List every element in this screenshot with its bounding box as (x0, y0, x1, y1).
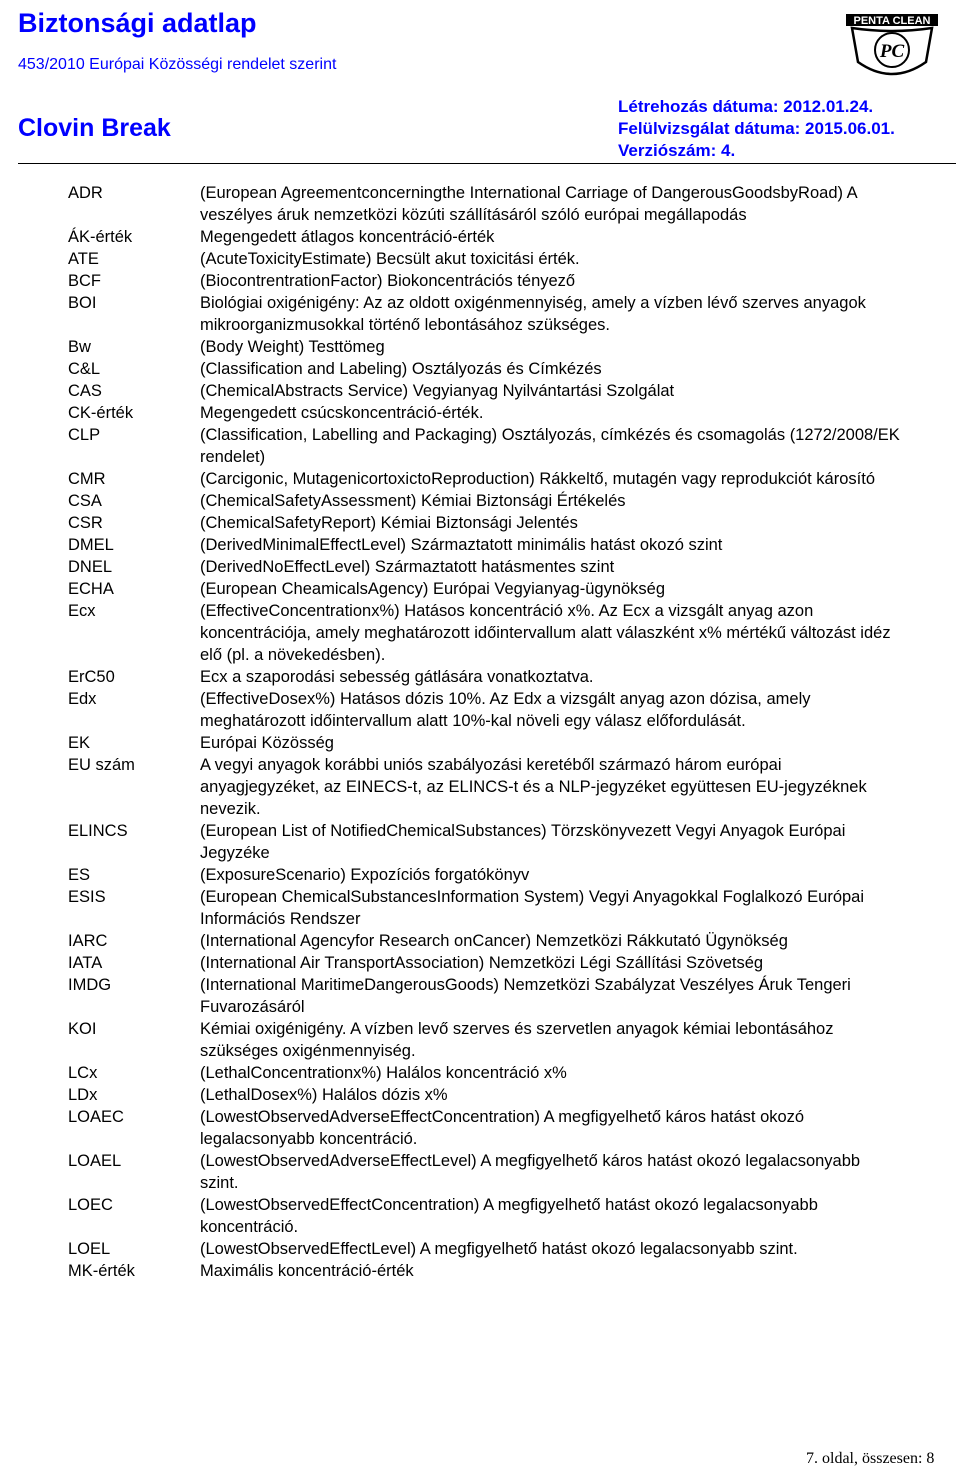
glossary-abbreviation: CK-érték (68, 404, 134, 422)
glossary-definition: (International MaritimeDangerousGoods) Nemzetközi Szabályzat Veszélyes Áruk Tengeri Fuvarozásáról (200, 976, 851, 1016)
glossary-definition: (European ChemicalSubstancesInformation System) Vegyi Anyagokkal Foglalkozó Európai Információs Rendszer (200, 888, 865, 928)
glossary-row (0, 292, 960, 336)
header-divider (18, 163, 956, 164)
document-title: Biztonsági adatlap (18, 8, 257, 38)
glossary-abbreviation: ESIS (68, 888, 106, 906)
glossary-row (0, 1062, 960, 1084)
glossary-abbreviation: ÁK-érték (68, 228, 133, 246)
glossary-abbreviation: Bw (68, 338, 91, 356)
glossary-row (0, 182, 960, 226)
glossary-abbreviation: LCx (68, 1064, 98, 1082)
logo-wordmark: PENTA CLEAN (853, 15, 931, 27)
glossary-abbreviation: IARC (68, 932, 108, 950)
glossary-definition: Maximális koncentráció-érték (200, 1262, 414, 1280)
glossary-row (0, 556, 960, 578)
glossary-row (0, 754, 960, 820)
penta-clean-logo-icon (842, 4, 942, 82)
glossary-definition: Európai Közösség (200, 734, 334, 752)
glossary-row (0, 402, 960, 424)
glossary-definition: (Classification, Labelling and Packaging) Osztályozás, címkézés és csomagolás (1272/2008/EK rendelet) (200, 426, 900, 466)
regulation-subtitle: 453/2010 Európai Közösségi rendelet szerint (18, 56, 337, 73)
glossary-definition: (ChemicalSafetyReport) Kémiai Biztonsági Jelentés (200, 514, 578, 532)
glossary-abbreviation: CAS (68, 382, 102, 400)
glossary-row (0, 600, 960, 666)
glossary-row (0, 534, 960, 556)
glossary-definition: (EffectiveConcentrationx%) Hatásos koncentráció x%. Az Ecx a vizsgált anyag azon koncentrációja, amely meghatározott időintervallum alatt válaszként x% mértékű változást idéz elő (pl. a növekedésben). (200, 602, 891, 664)
glossary-abbreviation: ES (68, 866, 91, 884)
glossary-abbreviation: ErC50 (68, 668, 115, 686)
glossary-row (0, 1238, 960, 1260)
glossary-row (0, 820, 960, 864)
glossary-row (0, 468, 960, 490)
glossary-definition: (European Agreementconcerningthe International Carriage of DangerousGoodsbyRoad) A veszélyes áruk nemzetközi közúti szállításáról szóló európai megállapodás (200, 184, 857, 224)
glossary-abbreviation: IMDG (68, 976, 112, 994)
glossary-abbreviation: CSR (68, 514, 103, 532)
glossary-definition: (ExposureScenario) Expozíciós forgatókönyv (200, 866, 530, 884)
glossary-abbreviation: BCF (68, 272, 101, 290)
glossary-row (0, 732, 960, 754)
glossary-definition: (Classification and Labeling) Osztályozás és Címkézés (200, 360, 602, 378)
glossary-abbreviation: ATE (68, 250, 99, 268)
glossary-abbreviation: LOEC (68, 1196, 113, 1214)
glossary-abbreviation: ECHA (68, 580, 114, 598)
glossary-row (0, 578, 960, 600)
glossary-definition: (ChemicalAbstracts Service) Vegyianyag Nyilvántartási Szolgálat (200, 382, 675, 400)
glossary-definition: (Carcigonic, MutagenicortoxictoReproduction) Rákkeltő, mutagén vagy reprodukciót károsító (200, 470, 875, 488)
glossary-row (0, 688, 960, 732)
glossary-abbreviation: KOI (68, 1020, 97, 1038)
glossary-abbreviation: ELINCS (68, 822, 128, 840)
glossary-abbreviation: MK-érték (68, 1262, 135, 1280)
glossary-row (0, 1150, 960, 1194)
glossary-definition: (European CheamicalsAgency) Európai Vegyianyag-ügynökség (200, 580, 666, 598)
glossary-row (0, 952, 960, 974)
glossary-definition: (LethalConcentrationx%) Halálos koncentráció x% (200, 1064, 567, 1082)
document-dates (618, 96, 895, 162)
glossary-definition: Biológiai oxigénigény: Az az oldott oxigénmennyiség, amely a vízben lévő szerves anyagok mikroorganizmusokkal történő lebontásához szükséges. (200, 294, 866, 334)
glossary-definition: Kémiai oxigénigény. A vízben levő szerves és szervetlen anyagok kémiai lebontásához szükséges oxigénmennyiség. (200, 1020, 834, 1060)
glossary-row (0, 974, 960, 1018)
glossary-abbreviation: CMR (68, 470, 106, 488)
page-number: 7. oldal, összesen: 8 (806, 1450, 935, 1467)
glossary-definition: Megengedett csúcskoncentráció-érték. (200, 404, 484, 422)
glossary-row (0, 226, 960, 248)
glossary-definition: (DerivedMinimalEffectLevel) Származtatott minimális hatást okozó szint (200, 536, 723, 554)
glossary-abbreviation: EU szám (68, 756, 135, 774)
creation-date: Létrehozás dátuma: 2012.01.24. (618, 97, 874, 116)
glossary-row (0, 380, 960, 402)
glossary-definition: (AcuteToxicityEstimate) Becsült akut toxicitási érték. (200, 250, 580, 268)
glossary-row (0, 930, 960, 952)
glossary-row (0, 512, 960, 534)
glossary-definition: (LowestObservedEffectLevel) A megfigyelhető hatást okozó legalacsonyabb szint. (200, 1240, 798, 1258)
glossary-definition: Ecx a szaporodási sebesség gátlására vonatkoztatva. (200, 668, 594, 686)
glossary-abbreviation: LDx (68, 1086, 98, 1104)
glossary-row (0, 248, 960, 270)
glossary-definition: (DerivedNoEffectLevel) Származtatott hatásmentes szint (200, 558, 615, 576)
glossary-definition: (BiocontrentrationFactor) Biokoncentrációs tényező (200, 272, 576, 290)
glossary-row (0, 336, 960, 358)
glossary-definition: (LowestObservedAdverseEffectConcentration) A megfigyelhető káros hatást okozó legalacsonyabb koncentráció. (200, 1108, 805, 1148)
glossary-definition: (LethalDosex%) Halálos dózis x% (200, 1086, 448, 1104)
glossary-row (0, 424, 960, 468)
glossary-row (0, 270, 960, 292)
glossary-definition: (European List of NotifiedChemicalSubstances) Törzskönyvezett Vegyi Anyagok Európai Jegyzéke (200, 822, 846, 862)
glossary-row (0, 886, 960, 930)
glossary-definition: (ChemicalSafetyAssessment) Kémiai Biztonsági Értékelés (200, 492, 626, 510)
glossary-abbreviation: DMEL (68, 536, 114, 554)
glossary-row (0, 1194, 960, 1238)
glossary-abbreviation: LOEL (68, 1240, 111, 1258)
glossary-definition: (EffectiveDosex%) Hatásos dózis 10%. Az Edx a vizsgált anyag azon dózisa, amely meghatározott időintervallum alatt 10%-kal növeli egy válasz előfordulását. (200, 690, 811, 730)
glossary-abbreviation: CSA (68, 492, 102, 510)
glossary-definition: A vegyi anyagok korábbi uniós szabályozási keretéből származó három európai anyagjegyzéket, az EINECS-t, az ELINCS-t és a NLP-jegyzéket együttesen EU-jegyzéknek nevezik. (200, 756, 867, 818)
review-date: Felülvizsgálat dátuma: 2015.06.01. (618, 119, 895, 138)
glossary-row (0, 490, 960, 512)
glossary-abbreviation: C&L (68, 360, 101, 378)
glossary-abbreviation: Ecx (68, 602, 96, 620)
glossary-row (0, 1260, 960, 1282)
glossary-abbreviation: IATA (68, 954, 103, 972)
glossary-abbreviation: EK (68, 734, 91, 752)
version-number: Verziószám: 4. (618, 141, 736, 160)
glossary-row (0, 1106, 960, 1150)
glossary-definition: Megengedett átlagos koncentráció-érték (200, 228, 495, 246)
glossary-row (0, 864, 960, 886)
glossary-abbreviation: LOAEC (68, 1108, 124, 1126)
glossary-definition: (International Air TransportAssociation) Nemzetközi Légi Szállítási Szövetség (200, 954, 764, 972)
abbreviation-list (0, 182, 960, 1282)
product-name: Clovin Break (18, 114, 171, 142)
logo-monogram: PC (879, 41, 905, 62)
glossary-abbreviation: DNEL (68, 558, 113, 576)
glossary-row (0, 666, 960, 688)
glossary-row (0, 1018, 960, 1062)
glossary-abbreviation: ADR (68, 184, 103, 202)
glossary-row (0, 1084, 960, 1106)
glossary-row (0, 358, 960, 380)
glossary-abbreviation: CLP (68, 426, 101, 444)
glossary-definition: (Body Weight) Testtömeg (200, 338, 385, 356)
glossary-abbreviation: Edx (68, 690, 97, 708)
glossary-definition: (International Agencyfor Research onCancer) Nemzetközi Rákkutató Ügynökség (200, 932, 788, 950)
glossary-abbreviation: LOAEL (68, 1152, 122, 1170)
glossary-definition: (LowestObservedAdverseEffectLevel) A megfigyelhető káros hatást okozó legalacsonyabb szint. (200, 1152, 861, 1192)
page-header (0, 0, 960, 165)
glossary-abbreviation: BOI (68, 294, 97, 312)
glossary-definition: (LowestObservedEffectConcentration) A megfigyelhető hatást okozó legalacsonyabb koncentráció. (200, 1196, 818, 1236)
